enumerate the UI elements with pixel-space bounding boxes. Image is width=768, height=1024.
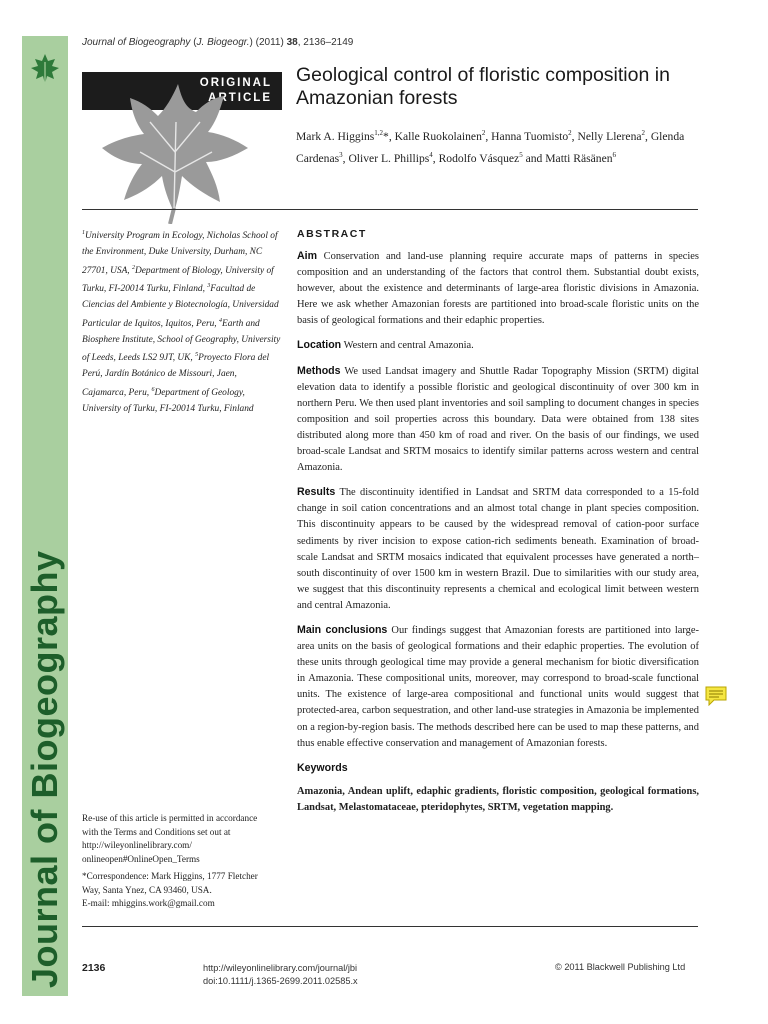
journal-citation [82,37,353,48]
reuse-notice [82,812,282,866]
author-affiliation-mark: 2 [481,129,486,137]
reuse-link[interactable]: onlineopen#OnlineOpen_Terms [82,853,200,864]
reuse-line: with the Terms and Conditions set out at [82,826,231,837]
citation-year: ) (2011) [249,37,287,48]
author-name: Mark A. Higgins [296,129,375,143]
affiliation-text: University Program in Ecology, Nicholas School of the Environment, Duke University, Durham, NC 27701, USA, [82,231,278,276]
author-name: Glenda Cardenas [296,129,685,165]
abstract-section-text: Our findings suggest that Amazonian forests are partitioned into large-area units on the basis of geological formations and their edaphic properties. The evolution of these units through geological time may provide a general mechanism for biotic diversification in Amazonia. These compositional units, moreover, may correspond to broad-scale functional units. The existence of large-area compositional and functional units would suggest that protected-area, carbon sequestration, and other land-use strategies in Amazonia be implemented on a region-by-region basis. The methods described here can be used to map these patterns, and thus enable effective conservation and management of Amazonian forests. [297,624,700,749]
page-number: 2136 [82,962,106,974]
author-name: Matti Räsänen [545,151,613,165]
sticky-note-icon[interactable] [705,686,727,706]
keywords-list: Amazonia, Andean uplift, edaphic gradients, floristic composition, geological formations, Landsat, Melastomataceae, pteridophytes, SRTM, vegetation mapping. [297,785,699,813]
abstract-heading: ABSTRACT [297,228,367,240]
footer-links [203,962,358,988]
abstract-section-label: Main conclusions [297,623,388,636]
abstract-section [297,363,699,477]
reuse-line: Re-use of this article is permitted in accordance [82,813,258,823]
author-list [296,124,704,168]
author-separator: and [522,151,546,165]
citation-volume: 38 [286,37,298,48]
author-name: Oliver L. Phillips [348,151,430,165]
abstract-section-text: The discontinuity identified in Landsat and SRTM data corresponded to a 15-fold change in soil cation concentrations and an almost total change in plant species composition. This discontinuity appears to be caused by the widespread removal of cation-poor surface sediments by river incision to expose cation-rich sediments beneath. Examination of broad-scale Landsat and SRTM mosaics indicated that equivalent processes have generated a north–south discontinuity of over 1500 km in western Brazil. Due to similarities with our study area, we suggest that this discontinuity represents a chemical and ecological limit between western and central Amazonia. [297,487,700,611]
affiliation-number: 6 [151,386,155,393]
spine-title: Journal of Biogeography [24,550,65,988]
author-affiliation-mark: 3 [339,150,343,159]
journal-url[interactable]: http://wileyonlinelibrary.com/journal/jbi [203,963,358,973]
author-separator: , [485,129,492,143]
abstract-section-label: Results [297,486,336,499]
leaf-icon [30,52,60,86]
copyright: © 2011 Blackwell Publishing Ltd [555,962,686,972]
journal-name: Journal of Biogeography [82,37,191,48]
author-separator: , [432,151,439,165]
affiliation-number: 1 [82,230,85,236]
journal-spine [22,36,68,996]
abstract-section-label: Location [297,339,342,352]
divider [82,926,698,927]
author-name: Rodolfo Vásquez [438,151,520,165]
affiliation-text: Department of Geology, University of Turku, FI-20014 Turku, Finland [82,388,254,414]
abstract-section [297,484,699,614]
abstract-section [297,622,699,752]
correspondence-email[interactable]: E-mail: mhiggins.work@gmail.com [82,898,215,909]
author-name: Nelly Llerena [577,129,642,143]
author-affiliation-mark: 2 [568,129,572,137]
abstract-section [297,337,699,354]
correspondence-line: *Correspondence: Mark Higgins, 1777 Fletcher [82,871,258,881]
citation-paren: ( [190,37,197,48]
affiliations [82,226,282,417]
divider [82,209,698,210]
author-name: Hanna Tuomisto [491,129,569,143]
abstract-section-label: Methods [297,364,341,377]
abstract-section-text: Western and central Amazonia. [343,340,474,352]
keywords-heading: Keywords [297,761,348,774]
affiliation-number: 3 [207,283,211,290]
journal-abbrev: J. Biogeogr. [196,37,250,48]
author-separator: , [645,129,651,143]
affiliation-text: Department of Biology, University of Turku, FI-20014 Turku, Finland, [82,265,274,295]
doi[interactable]: doi:10.1111/j.1365-2699.2011.02585.x [203,976,358,986]
author-separator: *, [383,129,395,143]
author-separator: , [571,129,578,143]
correspondence [82,870,282,911]
author-affiliation-mark: 2 [641,129,646,137]
author-affiliation-mark: 1,2 [374,129,384,137]
badge-line-1: ORIGINAL [199,77,272,89]
author-separator: , [342,151,349,165]
affiliation-number: 4 [218,317,222,324]
affiliation-text: Earth and Biosphere Institute, School of Geography, University of Leeds, Leeds LS2 9JT, UK, [82,319,281,364]
abstract-section-text: Conservation and land-use planning require accurate maps of patterns in species composition and an understanding of the factors that control them. Substantial doubt exists, however, about the existence and determinants of large-area floristic divisions in Amazonia. Here we ask whether Amazonian forests are partitioned into broad-scale floristic units on the basis of geological formations and their edaphic properties. [297,251,699,327]
leaf-icon [100,82,250,224]
abstract-section [297,248,699,329]
affiliation-text: Proyecto Flora del Perú, Jardín Botánico de Missouri, Jaen, Cajamarca, Peru, [82,353,270,399]
abstract-section-label: Aim [297,250,318,262]
article-title: Geological control of floristic composition in Amazonian forests [296,64,670,109]
abstract-section-text: We used Landsat imagery and Shuttle Radar Topography Mission (SRTM) digital elevation data to identify a possible floristic and geological discontinuity of over 300 km in northern Peru. We then used plant inventories and soil sampling to document changes in species composition and soil properties across this boundary. Data were obtained from 138 sites distributed along more than 450 km of road and river. On the basis of our findings, we used broad-scale Landsat and SRTM mosaics to identify similar patterns across western and central Amazonia. [297,365,699,474]
author-affiliation-mark: 6 [612,150,617,159]
author-name: Kalle Ruokolainen [394,129,482,143]
badge-line-2: ARTICLE [208,92,272,104]
affiliation-number: 5 [195,352,199,359]
author-affiliation-mark: 4 [429,150,433,159]
citation-pages: , 2136–2149 [297,37,354,48]
author-affiliation-mark: 5 [519,150,523,159]
reuse-link[interactable]: http://wileyonlinelibrary.com/ [82,840,192,851]
abstract-body [297,248,699,824]
affiliation-number: 2 [132,264,135,271]
correspondence-line: Way, Santa Ynez, CA 93460, USA. [82,884,212,895]
affiliation-text: Facultad de Ciencias del Ambiente y Biotecnología, Universidad Particular de Iquitos, Iquitos, Peru, [82,284,279,330]
